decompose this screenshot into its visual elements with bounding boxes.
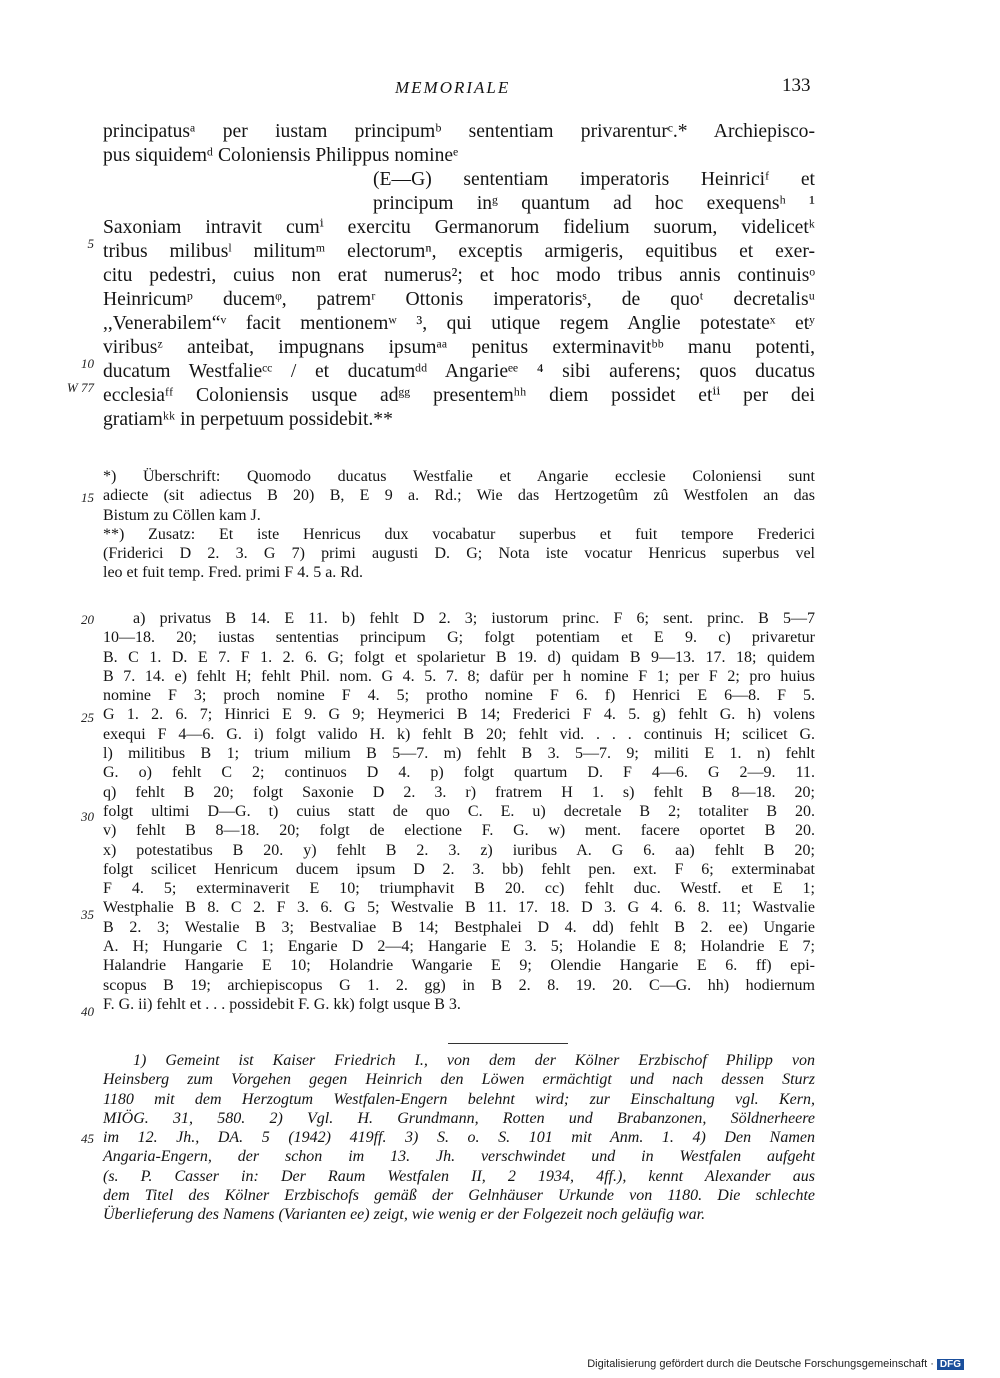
footnote-separator xyxy=(448,1043,568,1044)
credit-text: Digitalisierung gefördert durch die Deutsche Forschungsgemeinschaft · xyxy=(587,1358,934,1370)
note-line: 10—18. 20; iustas sententias principum G; folgt potentiam et E 9. c) privaretur xyxy=(103,629,815,647)
note-line: leo et fuit temp. Fred. primi F 4. 5 a. Rd. xyxy=(103,564,363,582)
line-number: 25 xyxy=(81,710,94,725)
line-number: 15 xyxy=(81,490,94,505)
note-line: Westphalie B 8. C 2. F 3. 6. G 5; Westvalie B 11. 17. 18. D 3. G 4. 6. 8. 11; Wastvalie xyxy=(103,899,815,917)
note-line: a) privatus B 14. E 11. b) fehlt D 2. 3; iustorum princ. F 6; sent. princ. B 5—7 xyxy=(133,610,815,627)
text-line: Saxoniam intravit cumⁱ exercitu Germanorum fidelium suorum, videlicetᵏ xyxy=(103,217,815,238)
digitization-credit xyxy=(587,1358,964,1370)
line-number: 10 xyxy=(81,356,94,371)
note-line: G. o) fehlt C 2; continuos D 4. p) folgt quartum D. F 4—6. G 2—9. 11. xyxy=(103,764,815,782)
note-line: 1180 mit dem Herzogtum Westfalen-Engern belehnt wird; zur Einschaltung vgl. Kern, xyxy=(103,1090,815,1108)
note-line: q) fehlt B 20; folgt Saxonie D 2. 3. r) fratrem H 1. s) fehlt B 8—18. 20; xyxy=(103,783,815,801)
page-number: 133 xyxy=(782,75,811,96)
note-line: A. H; Hungarie C 1; Engarie D 2—4; Hangarie E 3. 5; Holandie E 8; Holandrie E 7; xyxy=(103,938,815,956)
line-number: 40 xyxy=(81,1004,94,1019)
note-line: Halandrie Hangarie E 10; Holandrie Wangarie E 9; Olendie Hangarie E 6. ff) epi- xyxy=(103,957,815,975)
historical-notes xyxy=(103,1051,815,1225)
text-line: viribusᶻ anteibat, impugnans ipsumᵃᵃ penitus exterminavitᵇᵇ manu potenti, xyxy=(103,337,815,358)
note-line: MIÖG. 31, 580. 2) Vgl. H. Grundmann, Rotten und Brabanzonen, Söldnerheere xyxy=(103,1109,815,1127)
text-line: Heinricumᵖ ducemᵠ, patremʳ Ottonis imperatorisˢ, de quoᵗ decretalisᵘ xyxy=(103,289,815,310)
text-line: principum inᵍ quantum ad hoc exequensʰ ¹ xyxy=(373,193,815,214)
note-line: scopus B 19; archiepiscopus G 1. 2. gg) in B 2. 8. 19. 20. C—G. hh) hodiernum xyxy=(103,976,815,994)
note-line: B 2. 3; Westalie B 3; Bestvaliae B 14; Bestphalei D 4. dd) fehlt B 2. ee) Ungarie xyxy=(103,918,815,936)
note-line: (Friderici D 2. 3. G 7) primi augusti D. G; Nota iste vocatur Henricus superbus vel xyxy=(103,545,815,563)
note-line: l) militibus B 1; trium milium B 5—7. m) fehlt B 3. 5—7. 9; militi E 1. n) fehlt xyxy=(103,745,815,763)
text-line: ,,Venerabilem“ᵛ facit mentionemʷ ³, qui utique regem Anglie potestateˣ etʸ xyxy=(103,313,815,334)
running-head-title: MEMORIALE xyxy=(395,78,511,97)
text-line: ecclesiaᶠᶠ Coloniensis usque adᵍᵍ presentemʰʰ diem possidet etⁱⁱ per dei xyxy=(103,385,815,406)
note-line: G 1. 2. 6. 7; Hinrici E 9. G 9; Heymerici B 14; Frederici F 4. 5. g) fehlt G. h) volens xyxy=(103,706,815,724)
star-notes xyxy=(103,467,815,583)
page-reference: W 77 xyxy=(66,380,94,395)
variant-apparatus xyxy=(103,609,815,1014)
text-line: ducatum Westfalieᶜᶜ / et ducatumᵈᵈ Angarieᵉᵉ ⁴ sibi auferens; quos ducatus xyxy=(103,361,815,382)
note-line: exequi F 4—6. G. i) folgt valido H. k) fehlt B 20; fehlt vid. . . . continuis H; scilicet G. xyxy=(103,725,815,743)
text-line: principatusᵃ per iustam principumᵇ sententiam privarenturᶜ.* Archiepisco- xyxy=(103,121,815,142)
note-line: B. C 1. D. E 7. F 1. 2. 6. G; folgt et spolarietur B 19. d) quidam B 9—13. 17. 18; quidem xyxy=(103,648,815,666)
note-line: Heinsberg zum Vorgehen gegen Heinrich den Löwen ermächtigt und nach dessen Sturz xyxy=(103,1071,815,1089)
note-line: dem Titel des Kölner Erzbischofs gemäß der Gelnhäuser Urkunde von 1180. Die schlechte xyxy=(103,1187,815,1205)
note-line: im 12. Jh., DA. 5 (1942) 419ff. 3) S. o. S. 101 mit Anm. 1. 4) Den Namen xyxy=(103,1129,815,1147)
dfg-logo-icon: DFG xyxy=(937,1359,964,1370)
text-line: (E—G) sententiam imperatoris Heinriciᶠ et xyxy=(373,169,815,190)
text-line: gratiamᵏᵏ in perpetuum possidebit.** xyxy=(103,409,393,430)
note-line: **) Zusatz: Et iste Henricus dux vocabatur superbus et fuit tempore Frederici xyxy=(103,525,815,543)
line-number: 45 xyxy=(81,1131,94,1146)
text-line: pus siquidemᵈ Coloniensis Philippus nomineᵉ xyxy=(103,145,459,166)
note-line: *) Überschrift: Quomodo ducatus Westfalie et Angarie ecclesie Coloniensi sunt xyxy=(103,468,815,485)
note-line: Bistum zu Cöllen kam J. xyxy=(103,506,261,524)
note-line: F. G. ii) fehlt et . . . possidebit F. G. kk) folgt usque B 3. xyxy=(103,995,461,1013)
text-line: citu pedestri, cuius non erat numerus²; et hoc modo tribus annis continuisᵒ xyxy=(103,265,815,286)
text-line: tribus milibusˡ militumᵐ electorumⁿ, exceptis armigeris, equitibus et exer- xyxy=(103,241,815,262)
note-line: v) fehlt B 8—18. 20; folgt de electione F. G. w) ment. facere oportet B 20. xyxy=(103,822,815,840)
line-number: 20 xyxy=(81,612,94,627)
main-text xyxy=(103,120,815,432)
note-line: folgt scilicet Henricum ducem ipsum D 2. 3. bb) fehlt pen. ext. F 6; exterminabat xyxy=(103,860,815,878)
note-line: (s. P. Casser in: Der Raum Westfalen II, 2 1934, 4ff.), kennt Alexander aus xyxy=(103,1167,815,1185)
note-line: adiecte (sit adiectus B 20) B, E 9 a. Rd.; Wie das Hertzogetûm zû Westfolen an das xyxy=(103,487,815,505)
note-line: nomine F 3; proch nomine F 4. 5; protho nomine F 6. f) Henrici E 6—8. F 5. xyxy=(103,687,815,705)
line-number: 35 xyxy=(81,907,94,922)
note-line: F 4. 5; exterminaverit E 10; triumphavit B 20. cc) fehlt duc. Westf. et E 1; xyxy=(103,880,815,898)
note-line: Überlieferung des Namens (Varianten ee) zeigt, wie wenig er der Folgezeit noch geläufig war. xyxy=(103,1206,706,1224)
note-line: B 7. 14. e) fehlt H; fehlt Phil. nom. G 4. 5. 7. 8; dafür per h nomine F 1; per F 2; pro huius xyxy=(103,667,815,685)
note-line: Angaria-Engern, der schon im 13. Jh. verschwindet und in Westfalen aufgeht xyxy=(103,1148,815,1166)
note-line: x) potestatibus B 20. y) fehlt B 2. 3. z) iuribus A. G 6. aa) fehlt B 20; xyxy=(103,841,815,859)
line-number: 30 xyxy=(81,809,94,824)
note-line: folgt ultimi D—G. t) cuius statt de quo C. E. u) decretale B 2; totaliter B 20. xyxy=(103,802,815,820)
line-number: 5 xyxy=(87,236,94,251)
note-line: 1) Gemeint ist Kaiser Friedrich I., von dem der Kölner Erzbischof Philipp von xyxy=(133,1052,815,1069)
